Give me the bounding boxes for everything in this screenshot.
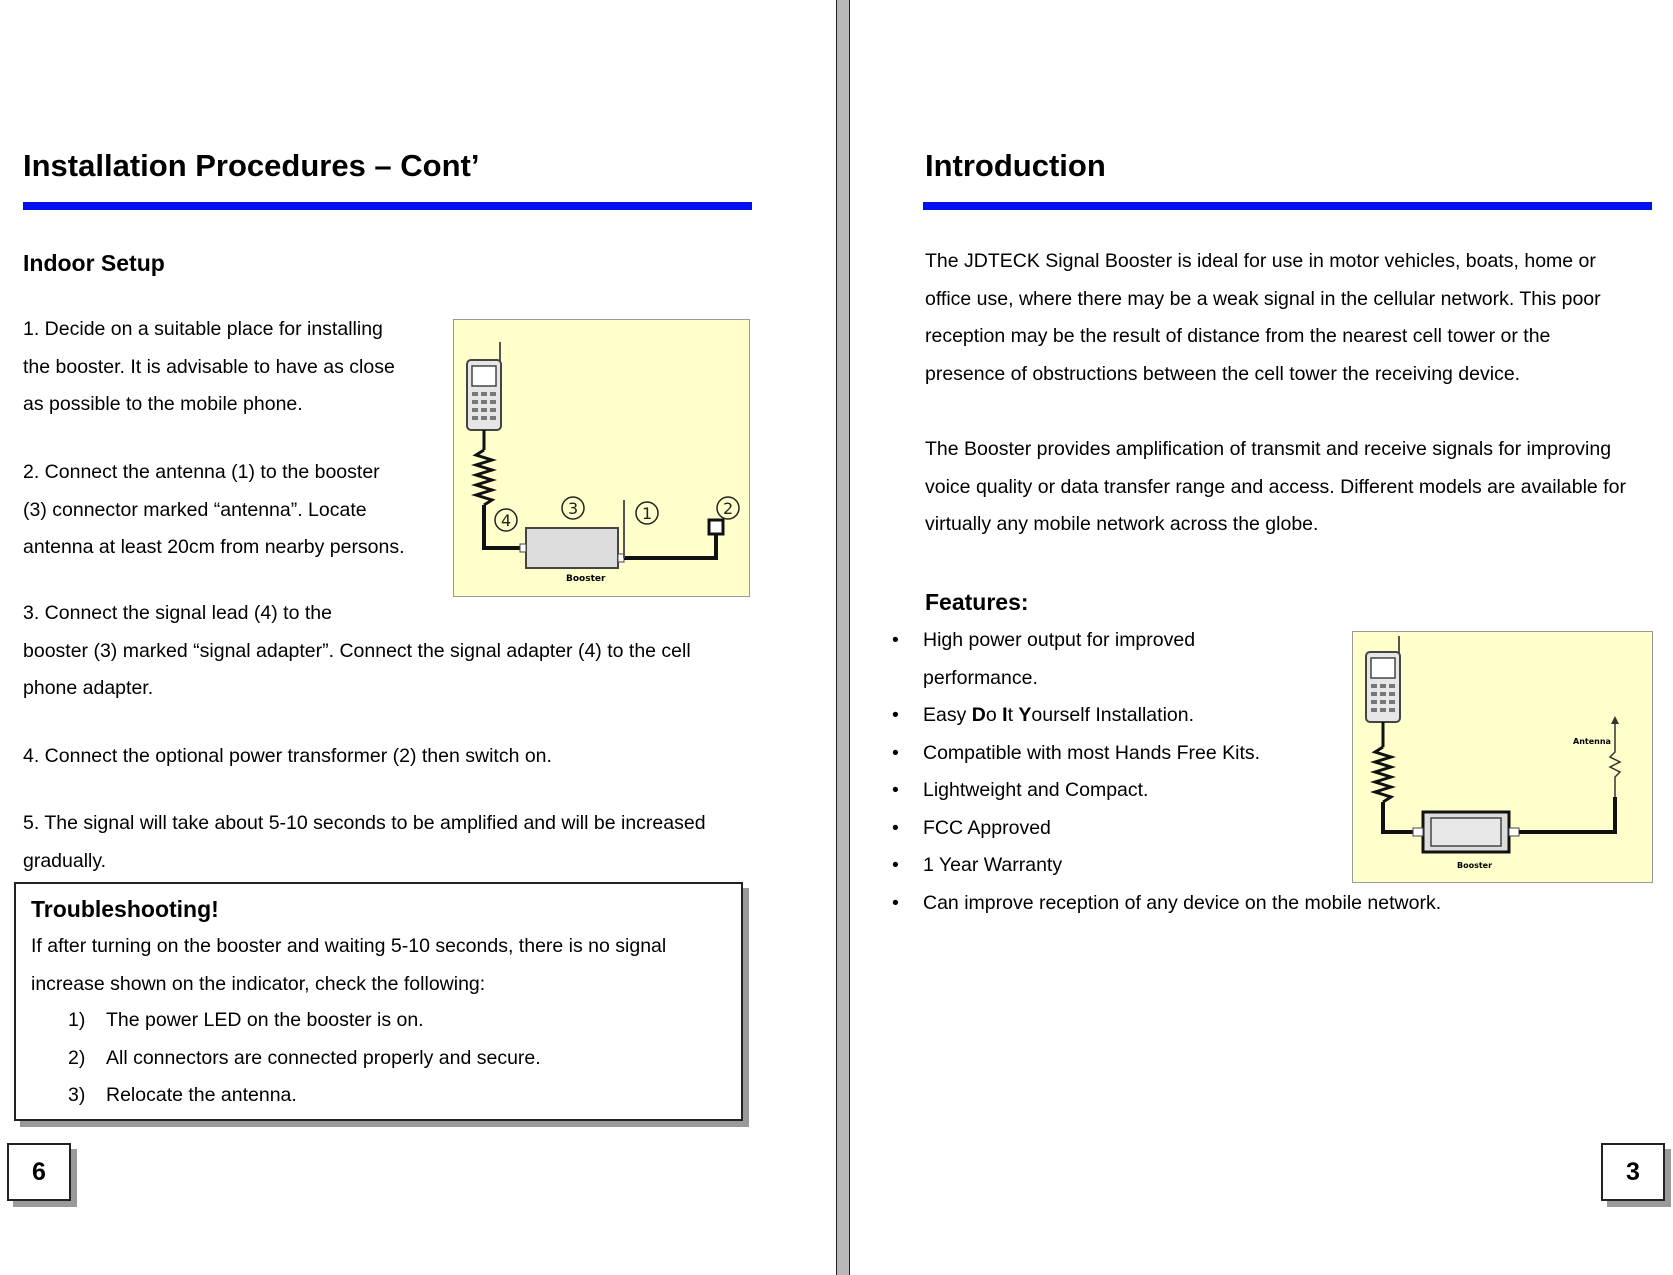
list-item xyxy=(892,622,1283,697)
step-3-line: 3. Connect the signal lead (4) to the xyxy=(23,602,332,624)
bullet-icon: • xyxy=(892,704,899,726)
paragraph-line: presence of obstructions between the cell tower the receiving device. xyxy=(925,362,1521,385)
step-5-line: 5. The signal will take about 5-10 seconds to be amplified and will be increased xyxy=(23,812,706,834)
page-number: 6 xyxy=(7,1143,71,1201)
step-3 xyxy=(23,595,813,708)
step-2-line: (3) connector marked “antenna”. Locate xyxy=(23,498,367,521)
paragraph-line: reception may be the result of distance from the nearest cell tower or the xyxy=(925,325,1551,347)
list-item-text: Relocate the antenna. xyxy=(106,1084,297,1106)
list-item-text: The power LED on the booster is on. xyxy=(106,1009,424,1031)
feature-text: Easy Do It Yourself Installation. xyxy=(923,704,1195,726)
booster-label: Booster xyxy=(1457,861,1493,870)
page-divider xyxy=(836,0,850,1275)
feature-text: Can improve reception of any device on the mobile network. xyxy=(923,891,1442,914)
list-item xyxy=(68,1040,541,1078)
left-page xyxy=(0,0,830,1275)
phone-icon xyxy=(467,360,501,430)
bullet-icon: • xyxy=(892,779,899,801)
feature-text: Lightweight and Compact. xyxy=(923,779,1149,801)
right-page xyxy=(860,0,1673,1275)
step-1-line: as possible to the mobile phone. xyxy=(23,393,303,415)
list-item xyxy=(892,810,1283,848)
feature-text: Compatible with most Hands Free Kits. xyxy=(923,741,1261,764)
page-title: Installation Procedures – Cont’ xyxy=(23,148,480,183)
features-diagram xyxy=(1352,631,1653,883)
troubleshooting-intro-line: increase shown on the indicator, check the following: xyxy=(31,972,486,995)
coil-cable xyxy=(476,450,492,505)
step-5 xyxy=(23,805,823,880)
step-5-line: gradually. xyxy=(23,849,107,872)
list-item xyxy=(892,735,1283,773)
list-item xyxy=(892,772,1283,810)
list-item-number: 2) xyxy=(68,1046,86,1069)
bullet-icon: • xyxy=(892,741,899,764)
feature-text: High power output for improved performance. xyxy=(923,629,1196,689)
troubleshooting-heading: Troubleshooting! xyxy=(31,896,219,922)
booster-label: Booster xyxy=(566,574,606,584)
step-3-line: booster (3) marked “signal adapter”. Connect the signal adapter (4) to the cell xyxy=(23,639,691,662)
paragraph-line: office use, where there may be a weak signal in the cellular network. This poor xyxy=(925,287,1601,310)
paragraph-line: The JDTECK Signal Booster is ideal for use in motor vehicles, boats, home or xyxy=(925,250,1596,272)
paragraph-line: virtually any mobile network across the globe. xyxy=(925,513,1319,535)
intro-paragraph-1 xyxy=(925,243,1673,393)
list-item xyxy=(892,885,1442,923)
list-item xyxy=(68,1002,541,1040)
title-rule xyxy=(923,202,1652,210)
intro-paragraph-2 xyxy=(925,431,1673,544)
power-adapter-icon xyxy=(709,520,723,534)
installation-diagram xyxy=(453,319,750,597)
step-3-line: phone adapter. xyxy=(23,677,154,699)
troubleshooting-box xyxy=(14,882,743,1121)
bullet-icon: • xyxy=(892,891,899,914)
troubleshooting-list xyxy=(68,1002,541,1115)
bullet-icon: • xyxy=(892,629,899,651)
coil-cable xyxy=(1375,747,1391,802)
list-item-number: 3) xyxy=(68,1084,86,1106)
step-1-line: 1. Decide on a suitable place for installing xyxy=(23,318,383,340)
antenna-icon xyxy=(1610,722,1620,797)
section-subtitle: Indoor Setup xyxy=(23,250,165,276)
features-diagram-svg xyxy=(1353,632,1652,882)
bullet-icon: • xyxy=(892,816,899,839)
page-number: 3 xyxy=(1601,1143,1665,1201)
step-1-line: the booster. It is advisable to have as close xyxy=(23,355,395,378)
step-2-line: 2. Connect the antenna (1) to the booster xyxy=(23,461,380,483)
list-item-number: 1) xyxy=(68,1009,86,1031)
feature-text: 1 Year Warranty xyxy=(923,854,1063,876)
marker-1-label: 1 xyxy=(642,504,653,523)
marker-2-label: 2 xyxy=(723,499,734,518)
title-rule xyxy=(23,202,752,210)
features-heading: Features: xyxy=(925,589,1029,615)
paragraph-line: The Booster provides amplification of transmit and receive signals for improving xyxy=(925,438,1612,460)
troubleshooting-intro xyxy=(31,928,731,1003)
list-item xyxy=(892,847,1283,885)
paragraph-line: voice quality or data transfer range and access. Different models are available for xyxy=(925,475,1626,498)
list-item xyxy=(892,697,1283,735)
installation-diagram-svg xyxy=(454,320,749,596)
list-item xyxy=(68,1077,541,1115)
page-title: Introduction xyxy=(925,148,1106,183)
step-2-line: antenna at least 20cm from nearby persons. xyxy=(23,536,405,558)
marker-3-label: 3 xyxy=(568,499,579,518)
feature-text: FCC Approved xyxy=(923,816,1051,839)
marker-4-label: 4 xyxy=(501,511,512,530)
troubleshooting-intro-line: If after turning on the booster and waiting 5-10 seconds, there is no signal xyxy=(31,935,667,957)
list-item-text: All connectors are connected properly and secure. xyxy=(106,1046,541,1069)
booster-icon xyxy=(520,528,624,568)
step-2 xyxy=(23,454,405,567)
bullet-icon: • xyxy=(892,854,899,876)
antenna-label: Antenna xyxy=(1573,737,1611,746)
features-list xyxy=(892,622,1442,922)
booster-icon xyxy=(1413,812,1519,852)
phone-icon xyxy=(1366,652,1400,722)
step-4: 4. Connect the optional power transformer (2) then switch on. xyxy=(23,745,552,767)
step-1 xyxy=(23,311,395,424)
